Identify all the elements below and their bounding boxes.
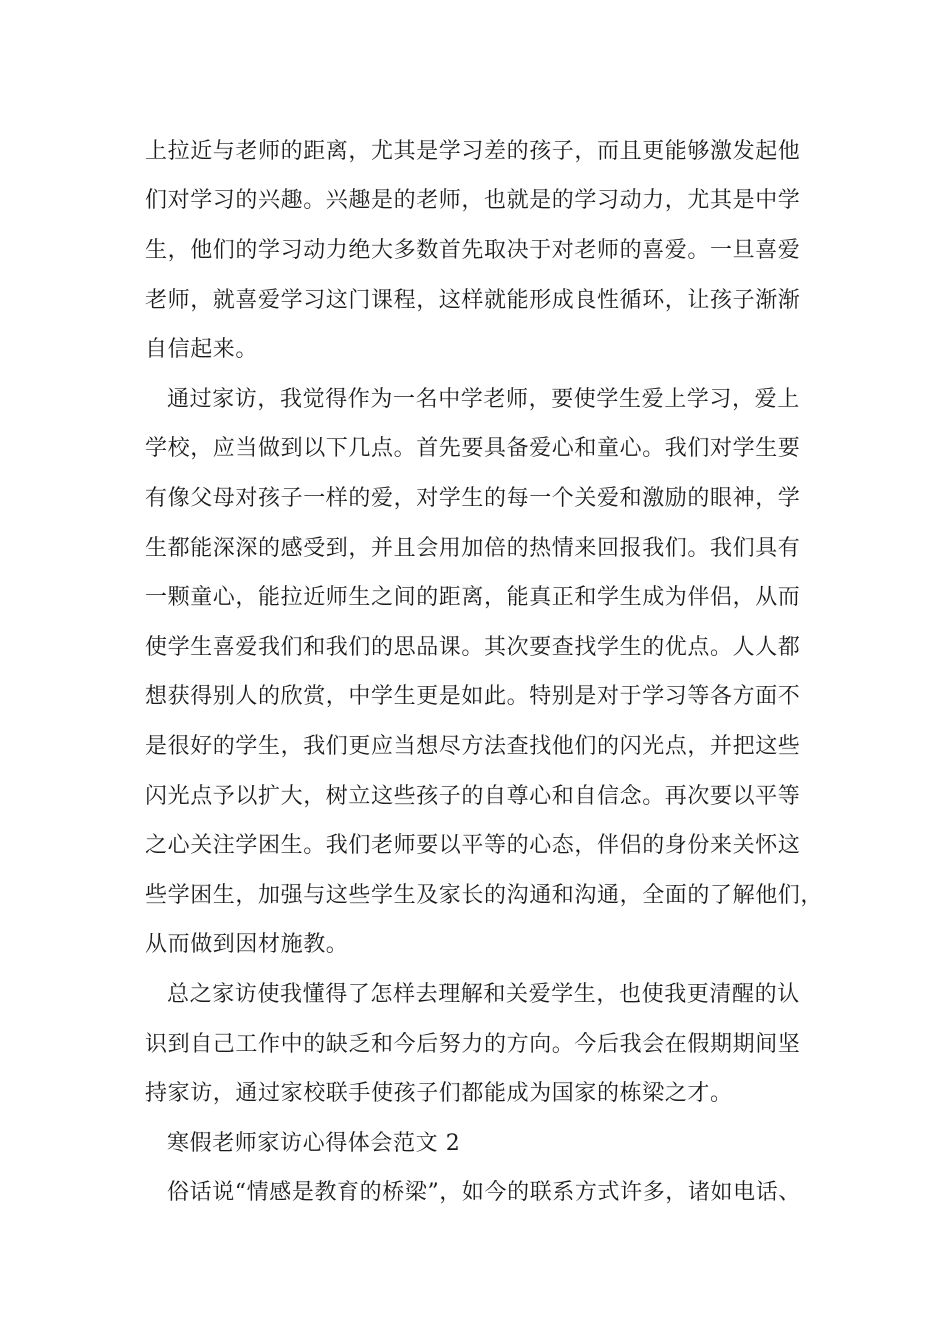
text-line: 通过家访，我觉得作为一名中学老师，要使学生爱上学习，爱上 <box>167 387 800 412</box>
text-line: 一颗童心，能拉近师生之间的距离，能真正和学生成为伴侣，从而 <box>145 585 801 610</box>
text-line: 们对学习的兴趣。兴趣是的老师，也就是的学习动力，尤其是中学 <box>145 188 801 213</box>
text-line: 从而做到因材施教。 <box>145 932 349 957</box>
text-line: 俗话说“情感是教育的桥梁”，如今的联系方式许多，诸如电话、 <box>167 1180 801 1205</box>
text-line: 些学困生，加强与这些学生及家长的沟通和沟通，全面的了解他们， <box>145 883 824 908</box>
text-line: 使学生喜爱我们和我们的思品课。其次要查找学生的优点。人人都 <box>145 635 801 660</box>
text-line: 总之家访使我懂得了怎样去理解和关爱学生，也使我更清醒的认 <box>167 982 800 1007</box>
text-line: 识到自己工作中的缺乏和今后努力的方向。今后我会在假期期间坚 <box>145 1032 801 1057</box>
text-line: 生，他们的学习动力绝大多数首先取决于对老师的喜爱。一旦喜爱 <box>145 238 801 263</box>
text-line: 生都能深深的感受到，并且会用加倍的热情来回报我们。我们具有 <box>145 536 801 561</box>
text-line: 是很好的学生，我们更应当想尽方法查找他们的闪光点，并把这些 <box>145 734 801 759</box>
text-line: 之心关注学困生。我们老师要以平等的心态，伴侣的身份来关怀这 <box>145 833 801 858</box>
text-line: 持家访，通过家校联手使孩子们都能成为国家的栋梁之才。 <box>145 1081 733 1106</box>
text-line: 老师，就喜爱学习这门课程，这样就能形成良性循环，让孩子渐渐 <box>145 288 801 313</box>
text-line: 学校，应当做到以下几点。首先要具备爱心和童心。我们对学生要 <box>145 436 801 461</box>
text-line: 自信起来。 <box>145 337 259 362</box>
text-line: 闪光点予以扩大，树立这些孩子的自尊心和自信念。再次要以平等 <box>145 784 801 809</box>
text-line: 有像父母对孩子一样的爱，对学生的每一个关爱和激励的眼神，学 <box>145 486 801 511</box>
section-heading: 寒假老师家访心得体会范文 2 <box>167 1131 461 1156</box>
text-line: 想获得别人的欣赏，中学生更是如此。特别是对于学习等各方面不 <box>145 684 801 709</box>
text-line: 上拉近与老师的距离，尤其是学习差的孩子，而且更能够激发起他 <box>145 139 801 164</box>
